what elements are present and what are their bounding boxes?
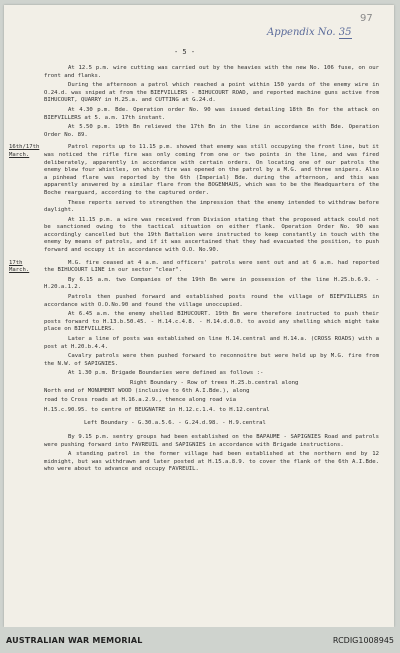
- appendix-annotation: [267, 27, 352, 38]
- paragraph: Later a line of posts was established on line H.14.central and H.14.a. (CROSS ROADS) with a post at H.20.b.4.4.: [44, 336, 379, 350]
- entry-date: 17th March.: [9, 259, 30, 274]
- paragraph: Patrols then pushed forward and established posts round the village of BIEFVILLERS in accordance with O.O.No.90 and found the village unoccupied.: [44, 294, 379, 308]
- paragraph: Cavalry patrols were then pushed forward to reconnoitre but were held up by M.G. fire from the N.W. of SAPIGNIES.: [44, 353, 379, 367]
- right-boundary: [44, 380, 379, 414]
- boundary-line: Right Boundary - Row of trees H.25.b.central along: [130, 379, 299, 386]
- paragraph: At 6.45 a.m. the enemy shelled BIHUCOURT. 19th Bn were therefore instructed to push their posts forward to H.13.b.50.45. - H.14.c.4.8. - H.14.d.0.0. to avoid any shelling which might take place on BIEFVILLERS.: [44, 311, 379, 333]
- paragraph: By 9.15 p.m. sentry groups had been established on the BAPAUME - SAPIGNIES Road and patrols were pushing forward into FAVREUIL and SAPIGNIES in accordance with Brigade instructions.: [44, 433, 379, 448]
- boundary-line: North end of MONUMENT WOOD (inclusive to 6th A.I.Bde.), along: [44, 387, 250, 394]
- document-page-number: - 5 -: [174, 48, 196, 56]
- paragraph: These reports served to strengthen the impression that the enemy intended to withdraw before daylight.: [44, 199, 379, 214]
- paragraph: M.G. fire ceased at 4 a.m. and officers' patrols were sent out and at 6 a.m. had reported the BIHUCOURT LINE in our sector "clear".: [44, 259, 379, 274]
- paragraph: At 1.30 p.m. Brigade Boundaries were defined as follows :-: [68, 370, 264, 377]
- record-id: RCDIG1008945: [332, 635, 394, 645]
- appendix-number: 35: [338, 27, 352, 38]
- boundary-line: H.15.c.90.95. to centre of BEUGNATRE in H.12.c.1.4. to H.12.central: [44, 406, 270, 413]
- paragraph: During the afternoon a patrol which reached a point within 150 yards of the enemy wire in O.24.d. was sniped at from the BIEFVILLERS - BIHUCOURT ROAD, and reported machine guns active from BIHUCOURT, QUARRY in H.25.a. and CUTTING at G.24.d.: [44, 82, 379, 104]
- entry-16th-17th-march: [9, 144, 379, 254]
- archive-name: AUSTRALIAN WAR MEMORIAL: [6, 635, 143, 645]
- paragraph: By 6.15 a.m. two Companies of the 19th Bn were in possession of the line H.25.b.6.9. - H.20.a.1.2.: [44, 276, 379, 291]
- paragraph: At 11.15 p.m. a wire was received from Division stating that the proposed attack could not be sanctioned owing to the tactical situation on either flank. Operation Order No. 90 was accordingly cancelled but the 19th Battalion were instructed to keep constantly in touch with the enemy by means of patrols, and if it was ascertained that they had evacuated the position, to push forward and occupy it in accordance with O.O. No.90.: [44, 216, 379, 254]
- entry-17th-march: [9, 259, 379, 474]
- paragraph: A standing patrol in the former village had been established at the northern end by 12 midnight, but was withdrawn and later posted at H.15.a.8.9. to cover the flank of the 6th A.I.Bde. who were about to advance and occupy FAVREUIL.: [44, 451, 379, 473]
- entry-date: 16th/17th March.: [9, 144, 40, 158]
- left-boundary: Left Boundary - G.30.a.5.6. - G.24.d.98. - H.9.central: [84, 420, 266, 427]
- paragraph: At 5.50 p.m. 19th Bn relieved the 17th Bn in the line in accordance with Bde. Operation Order No. 89.: [44, 124, 379, 138]
- document-page: [4, 5, 394, 627]
- paragraph: Patrol reports up to 11.15 p.m. showed that enemy was still occupying the front line, but it was noticed the rifle fire was only coming from one or two points in the line, and was fired deliberately, apparently in accordance with certain orders. On locating one of our patrols the enemy blew four whistles, on which fire was opened on the patrol by a M.G. and three snipers. Also a pinhead flare was reported by the 6th (Imperial) Bde. during the afternoon, and this was apparently answered by a similar flare from the BOGENHAUS, which was to be the Headquarters of the Boche rearguard, according to the captured order.: [44, 144, 379, 196]
- diary-body: [9, 65, 379, 476]
- paragraph: At 12.5 p.m. wire cutting was carried out by the heavies with the new No. 106 fuse, on our front and flanks.: [44, 65, 379, 79]
- boundary-line: road to Cross roads at H.16.a.2.9., thence along road via: [44, 397, 236, 404]
- appendix-label: Appendix No.: [267, 27, 336, 38]
- paragraph: At 4.30 p.m. Bde. Operation order No. 90 was issued detailing 18th Bn for the attack on BIEFVILLERS at 5. a.m. 17th instant.: [44, 106, 379, 121]
- archive-footer: [0, 627, 400, 653]
- archive-page-number: 97: [360, 13, 373, 24]
